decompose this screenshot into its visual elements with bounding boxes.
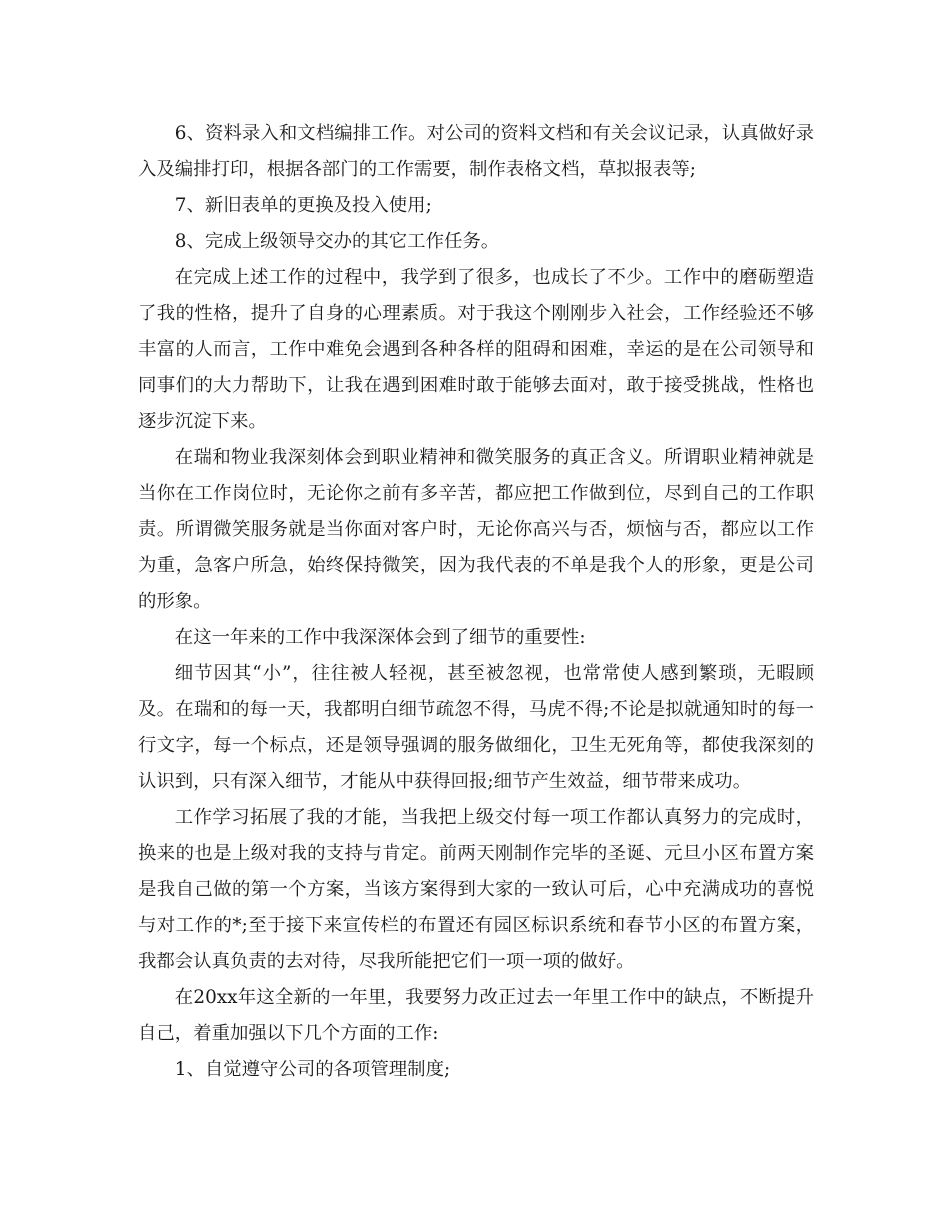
paragraph-new-year-plan: 在20xx年这全新的一年里，我要努力改正过去一年里工作中的缺点，不断提升自己，着重加强以下几个方面的工作:: [138, 987, 814, 1044]
paragraph-item-8: 8、完成上级领导交办的其它工作任务。: [174, 231, 500, 252]
paragraph-abilities: 工作学习拓展了我的才能，当我把上级交付每一项工作都认真努力的完成时，换来的也是上级对我的支持与肯定。前两天刚制作完毕的圣诞、元旦小区布置方案是我自己做的第一个方案，当该方案得到大家的一致认可后，心中充满成功的喜悦与对工作的*;至于接下来宣传栏的布置还有园区标识系统和春节小区的布置方案，我都会认真负责的去对待，尽我所能把它们一项一项的做好。: [138, 807, 814, 972]
paragraph-details: 细节因其“小”，往往被人轻视，甚至被忽视，也常常使人感到繁琐，无暇顾及。在瑞和的每一天，我都明白细节疏忽不得，马虎不得;不论是拟就通知时的每一行文字，每一个标点，还是领导强调的服务做细化，卫生无死角等，都使我深刻的认识到，只有深入细节，才能从中获得回报;细节产生效益，细节带来成功。: [138, 663, 814, 792]
paragraph-plan-item-1: 1、自觉遵守公司的各项管理制度;: [174, 1059, 451, 1080]
paragraph-professionalism: 在瑞和物业我深刻体会到职业精神和微笑服务的真正含义。所谓职业精神就是当你在工作岗位时，无论你之前有多辛苦，都应把工作做到位，尽到自己的工作职责。所谓微笑服务就是当你面对客户时，无论你高兴与否，烦恼与否，都应以工作为重，急客户所急，始终保持微笑，因为我代表的不单是我个人的形象，更是公司的形象。: [138, 447, 814, 612]
paragraph-item-6: 6、资料录入和文档编排工作。对公司的资料文档和有关会议记录，认真做好录入及编排打印，根据各部门的工作需要，制作表格文档，草拟报表等;: [138, 123, 814, 180]
paragraph-details-intro: 在这一年来的工作中我深深体会到了细节的重要性:: [174, 627, 586, 648]
paragraph-item-7: 7、新旧表单的更换及投入使用;: [174, 195, 432, 216]
document-body: [138, 116, 814, 1088]
paragraph-growth: 在完成上述工作的过程中，我学到了很多，也成长了不少。工作中的磨砺塑造了我的性格，提升了自身的心理素质。对于我这个刚刚步入社会，工作经验还不够丰富的人而言，工作中难免会遇到各种各样的阻碍和困难，幸运的是在公司领导和同事们的大力帮助下，让我在遇到困难时敢于能够去面对，敢于接受挑战，性格也逐步沉淀下来。: [138, 267, 814, 432]
